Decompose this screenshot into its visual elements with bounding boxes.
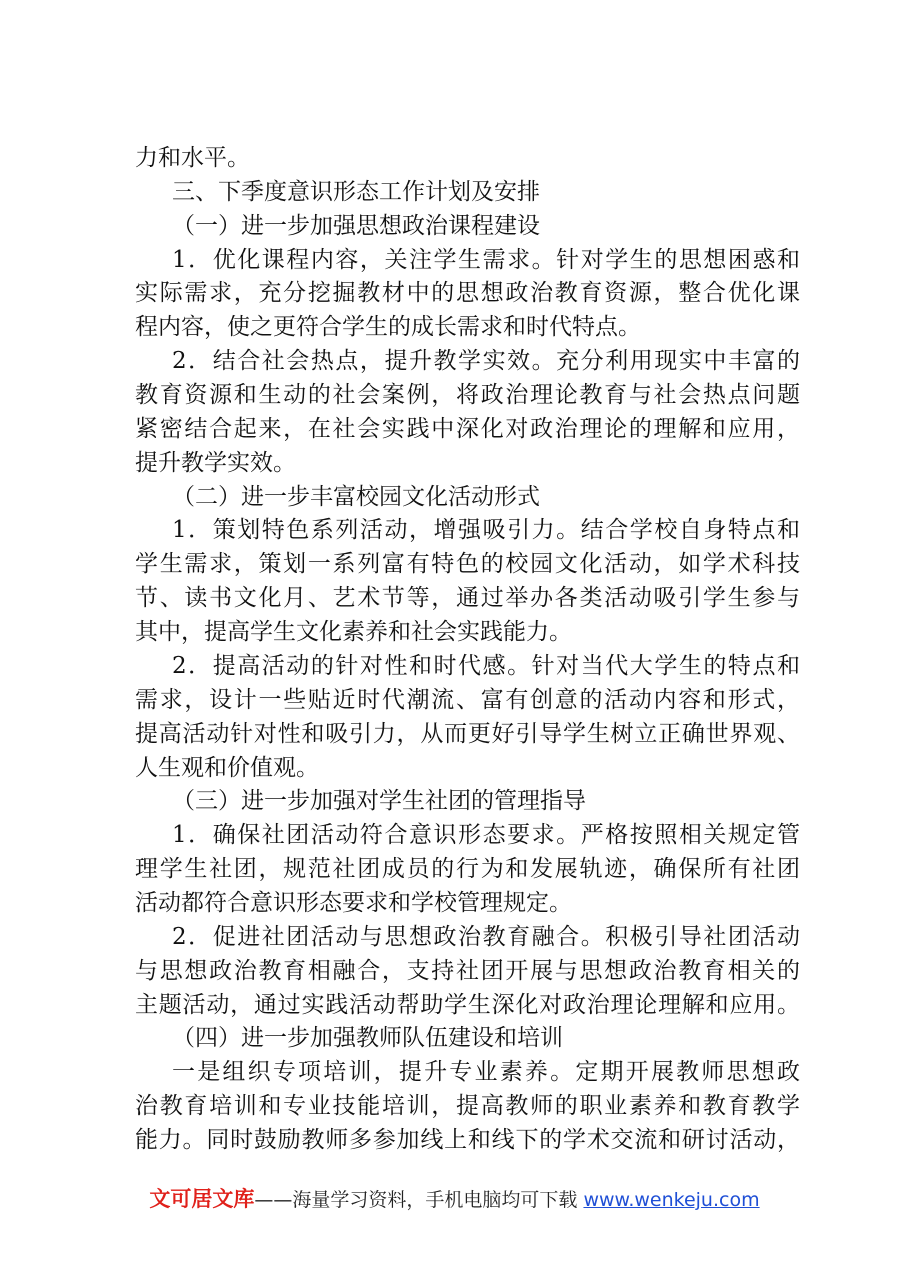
paragraph-line: 活动都符合意识形态要求和学校管理规定。 [135,890,572,916]
paragraph-line: 提升教学实效。 [135,450,296,476]
paragraph-line: 节、读书文化月、艺术节等，通过举办各类活动吸引学生参与 [135,585,800,611]
paragraph-line: 理学生社团，规范社团成员的行为和发展轨迹，确保所有社团 [135,856,800,882]
paragraph-line: 程内容，使之更符合学生的成长需求和时代特点。 [135,314,641,340]
paragraph-line: 治教育培训和专业技能培训，提高教师的职业素养和教育教学 [135,1093,800,1119]
paragraph-line: 人生观和价值观。 [135,755,319,781]
brand-name: 文可居文库 [149,1187,255,1211]
section-heading: 三、下季度意识形态工作计划及安排 [172,179,540,205]
paragraph-line: 主题活动，通过实践活动帮助学生深化对政治理论理解和应用。 [135,992,800,1018]
paragraph-line: 需求，设计一些贴近时代潮流、富有创意的活动内容和形式， [135,687,800,713]
paragraph-line: 紧密结合起来，在社会实践中深化对政治理论的理解和应用， [135,416,800,442]
paragraph-line: 提高活动针对性和吸引力，从而更好引导学生树立正确世界观、 [135,721,800,747]
paragraph-line: 2．结合社会热点，提升教学实效。充分利用现实中丰富的 [172,348,800,374]
paragraph-line: 2．提高活动的针对性和时代感。针对当代大学生的特点和 [172,653,800,679]
subsection-heading: （三）进一步加强对学生社团的管理指导 [172,788,586,814]
subsection-heading: （四）进一步加强教师队伍建设和培训 [172,1025,563,1051]
paragraph-line: 1．优化课程内容，关注学生需求。针对学生的思想困惑和 [172,247,800,273]
paragraph-line: 一是组织专项培训，提升专业素养。定期开展教师思想政 [172,1059,800,1085]
paragraph-line: 学生需求，策划一系列富有特色的校园文化活动，如学术科技 [135,551,800,577]
paragraph-line: 1．策划特色系列活动，增强吸引力。结合学校自身特点和 [172,517,800,543]
paragraph-line: 1．确保社团活动符合意识形态要求。严格按照相关规定管 [172,822,800,848]
subsection-heading: （一）进一步加强思想政治课程建设 [172,213,540,239]
footer-tagline: ——海量学习资料，手机电脑均可下载 [254,1189,578,1211]
paragraph-line: 实际需求，充分挖掘教材中的思想政治教育资源，整合优化课 [135,280,800,306]
paragraph-line: 教育资源和生动的社会案例，将政治理论教育与社会热点问题 [135,382,800,408]
paragraph-line: 力和水平。 [135,145,250,171]
paragraph-line: 其中，提高学生文化素养和社会实践能力。 [135,619,572,645]
paragraph-line: 2．促进社团活动与思想政治教育融合。积极引导社团活动 [172,924,800,950]
paragraph-line: 与思想政治教育相融合，支持社团开展与思想政治教育相关的 [135,958,800,984]
paragraph-line: 能力。同时鼓励教师多参加线上和线下的学术交流和研讨活动， [135,1127,800,1153]
footer-banner [0,1184,909,1214]
subsection-heading: （二）进一步丰富校园文化活动形式 [172,484,540,510]
website-link[interactable]: www.wenkeju.com [583,1189,760,1211]
